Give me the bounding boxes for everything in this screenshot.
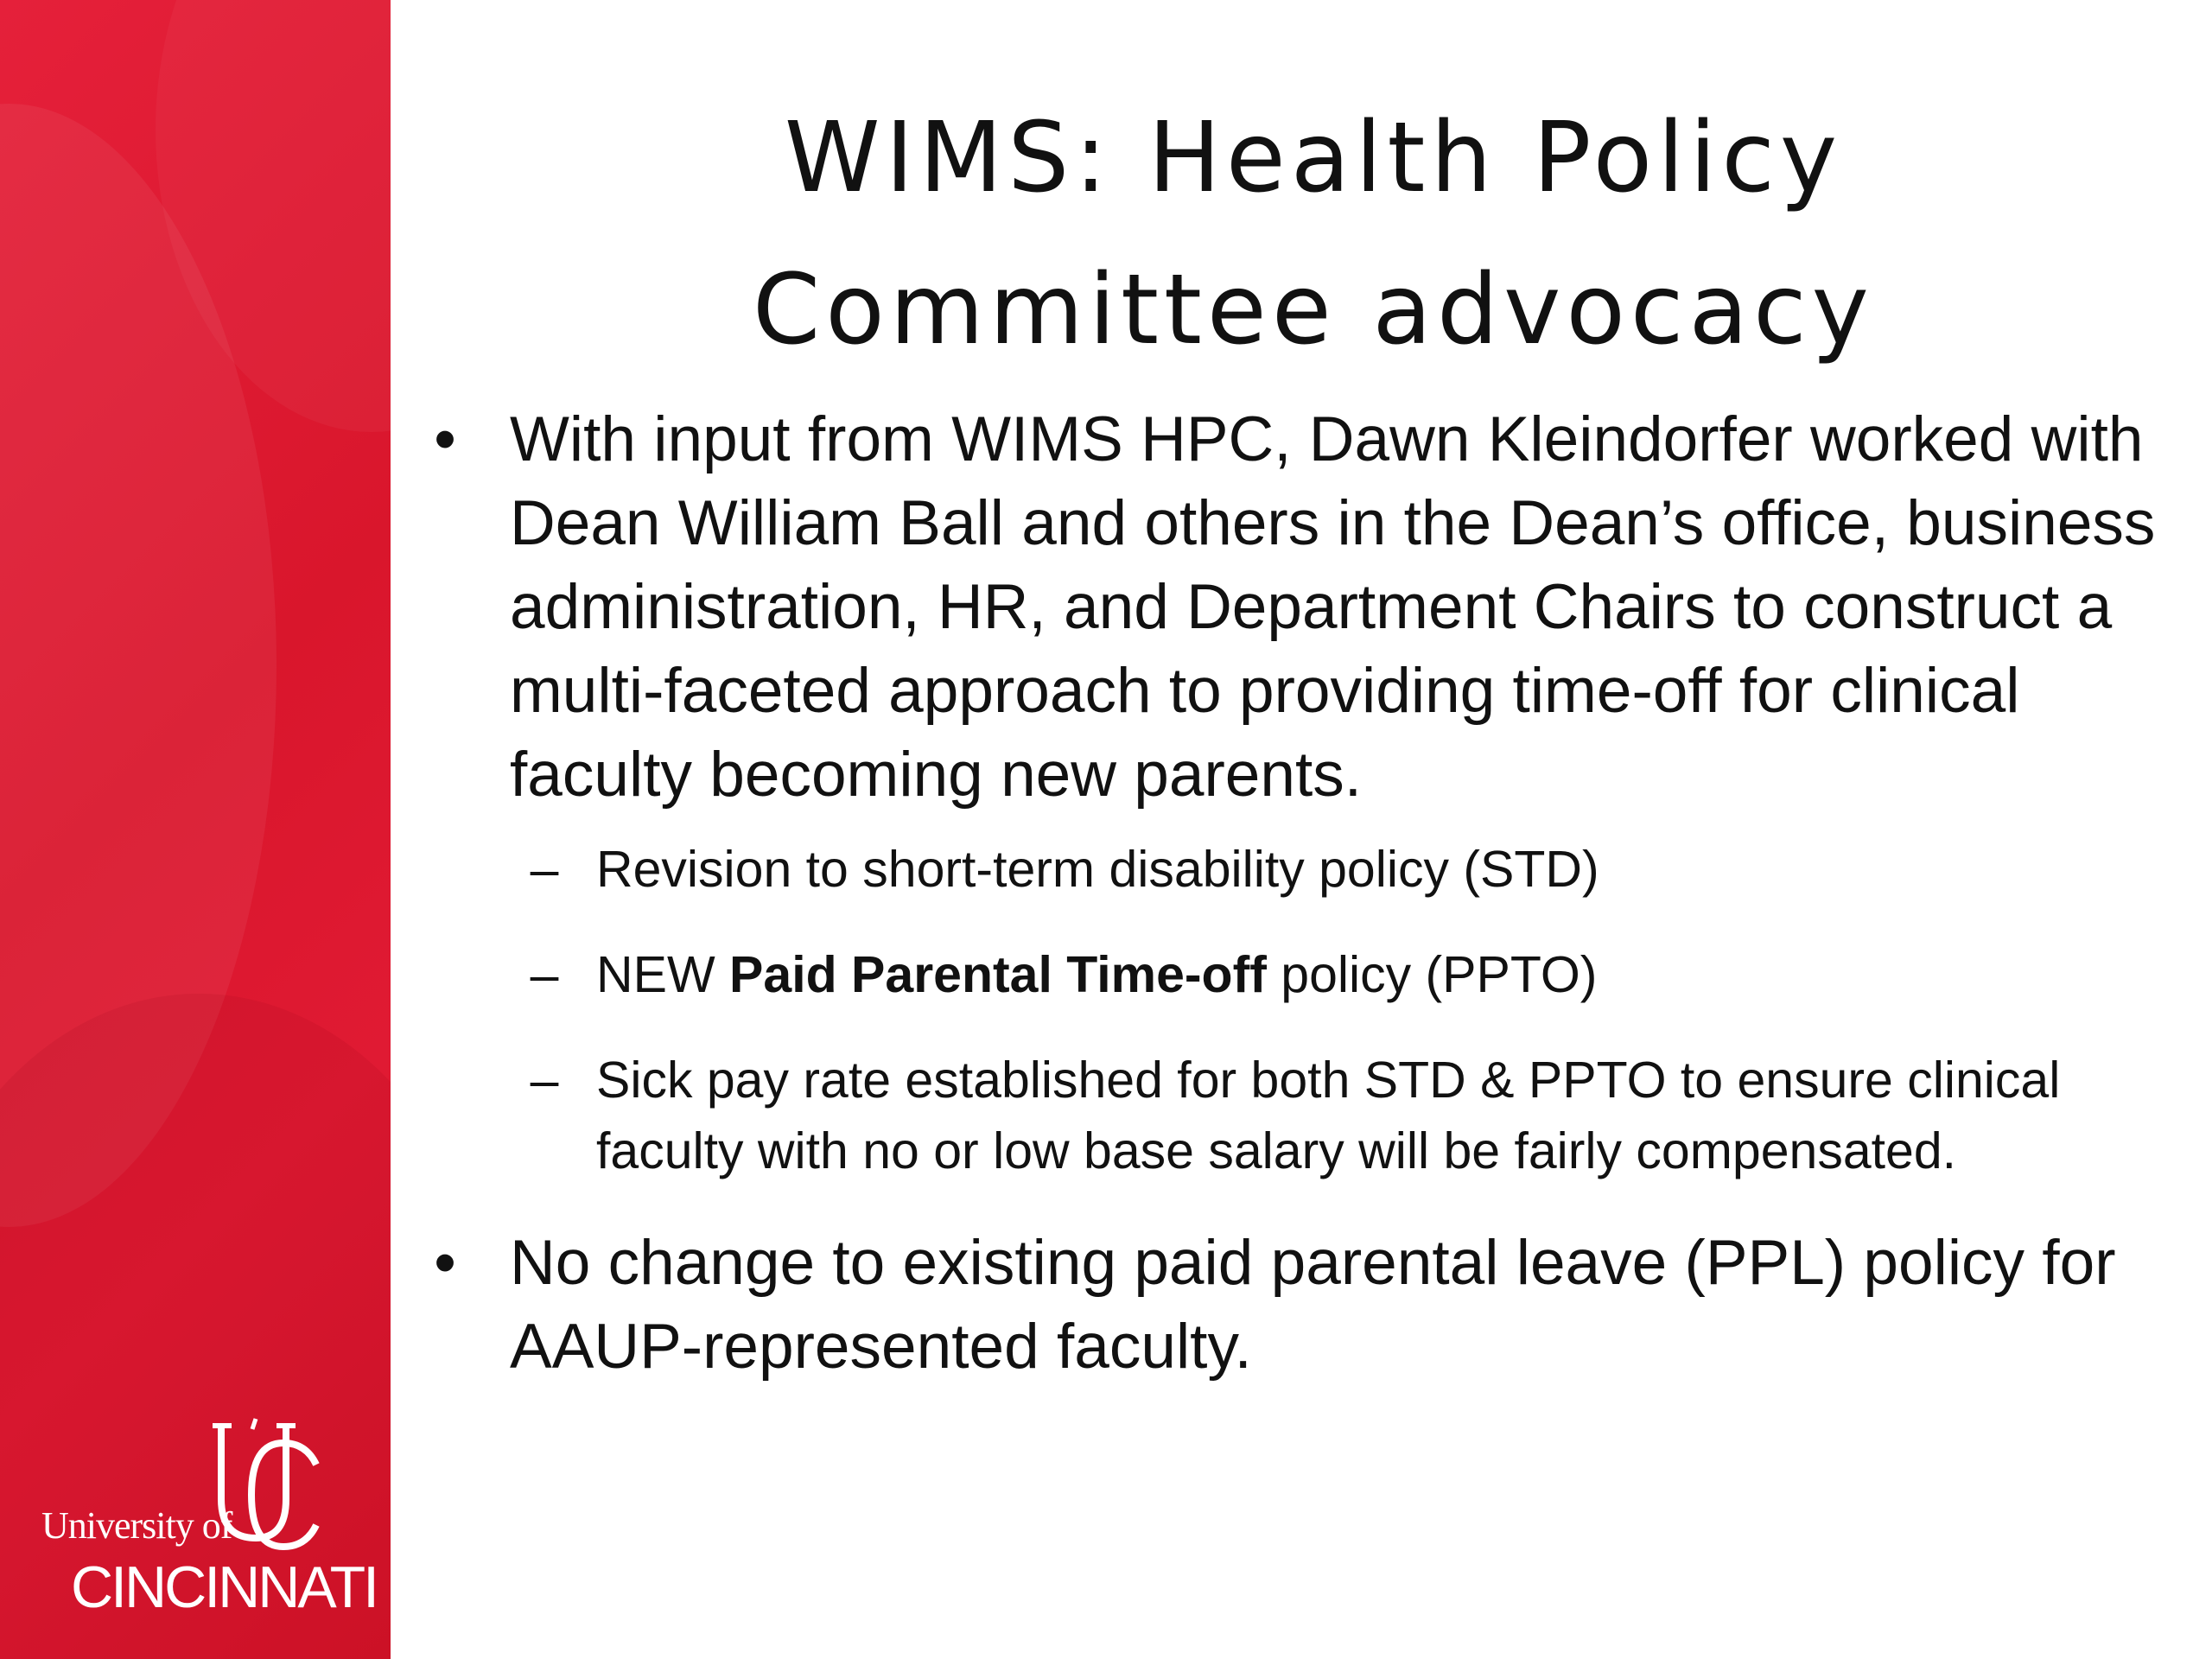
logo-cincinnati: CINCINNATI (71, 1554, 378, 1620)
bullet-text: No change to existing paid parental leave (PPL) policy for AAUP-represented faculty. (510, 1228, 2116, 1382)
slide-title (536, 82, 2091, 386)
sub-bullet-list (518, 834, 2186, 1186)
sub-bullet-item (518, 834, 2186, 905)
slide-body (423, 397, 2186, 1389)
sub-bullet-suffix: policy (PPTO) (1266, 946, 1598, 1003)
bullet-text: With input from WIMS HPC, Dawn Kleindorfer worked with Dean William Ball and others in the Dean’s office, business administration, HR, and Department Chairs to construct a multi-faceted approach to providing time-off for clinical faculty becoming new parents. (510, 404, 2156, 810)
dash-marker: – (530, 946, 559, 1003)
sub-bullet-item (518, 1045, 2186, 1186)
sub-bullet-text: Revision to short-term disability policy (STD) (596, 841, 1599, 898)
title-line-1: WIMS: Health Policy (784, 102, 1843, 214)
bullet-marker: • (434, 1228, 456, 1298)
bullet-item (423, 1221, 2186, 1389)
dash-marker: – (530, 841, 559, 898)
red-sidebar (0, 0, 391, 1659)
sub-bullet-item (518, 939, 2186, 1010)
bullet-item (423, 397, 2186, 817)
bullet-marker: • (434, 404, 456, 474)
university-logo (35, 1417, 378, 1650)
dash-marker: – (530, 1052, 559, 1109)
sub-bullet-prefix: NEW (596, 946, 730, 1003)
sub-bullet-bold-text: Paid Parental Time-off (729, 946, 1267, 1003)
sub-bullet-text: Sick pay rate established for both STD & PPTO to ensure clinical faculty with no or low base salary will be fairly compensated. (596, 1052, 2061, 1179)
logo-university-of: University of (41, 1504, 232, 1547)
title-line-2: Committee advocacy (753, 254, 1874, 366)
